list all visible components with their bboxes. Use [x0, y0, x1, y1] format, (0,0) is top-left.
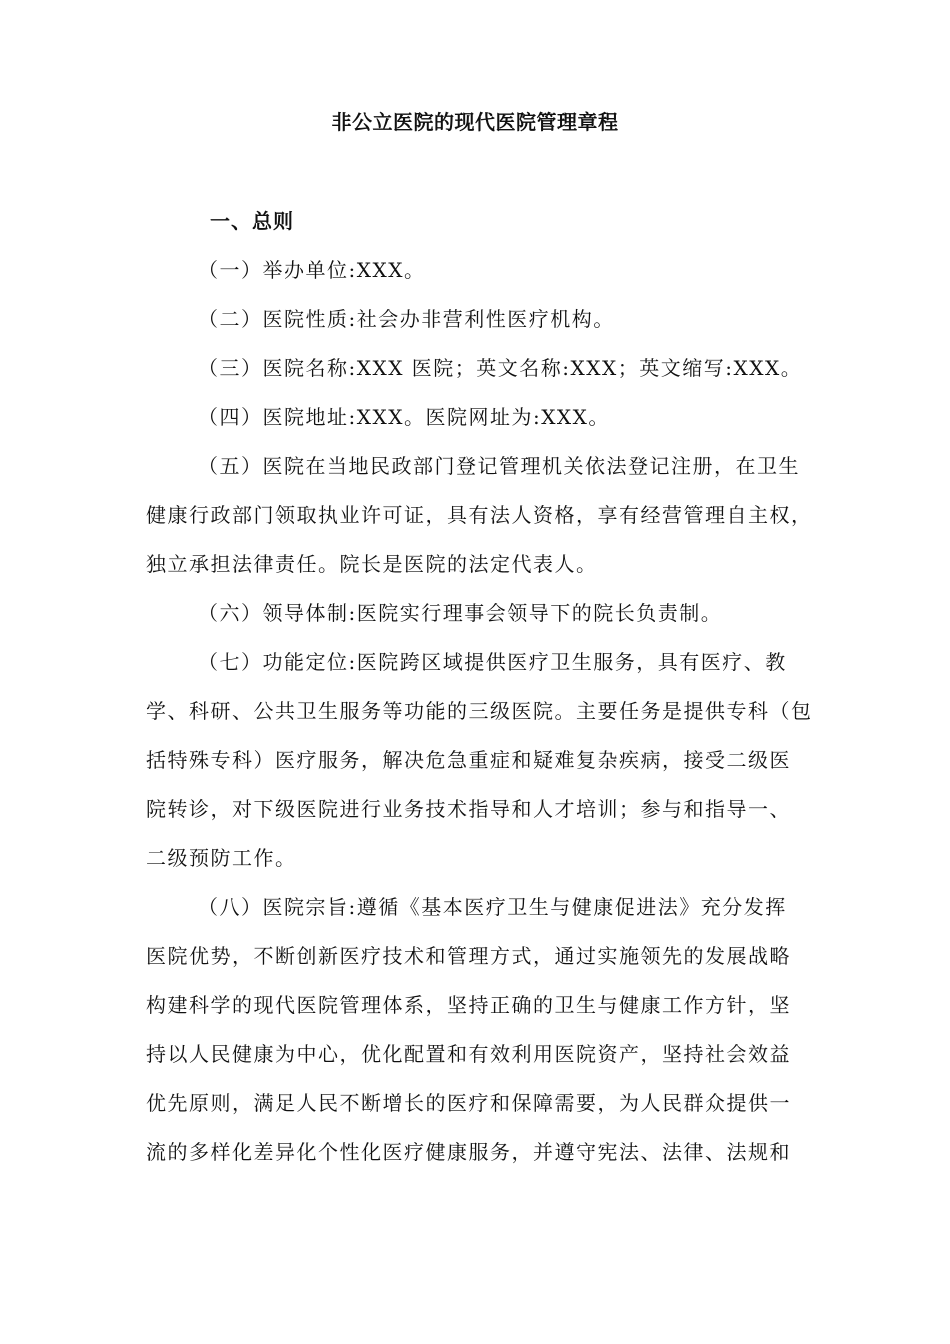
- paragraph: [146, 344, 826, 393]
- section-heading: 一、总则: [210, 209, 294, 233]
- paragraph: [146, 883, 826, 1177]
- paragraph-line: 流的多样化差异化个性化医疗健康服务，并遵守宪法、法律、法规和: [146, 1140, 791, 1164]
- paragraph-line: 院转诊，对下级医院进行业务技术指导和人才培训；参与和指导一、: [146, 797, 791, 821]
- paragraph: [146, 442, 826, 589]
- paragraph-line: （六）领导体制:医院实行理事会领导下的院长负责制。: [198, 601, 723, 625]
- paragraph-line: 独立承担法律责任。院长是医院的法定代表人。: [146, 552, 598, 576]
- paragraph-line: 二级预防工作。: [146, 846, 297, 870]
- paragraph: [146, 295, 826, 344]
- paragraph-line: （八）医院宗旨:遵循《基本医疗卫生与健康促进法》充分发挥: [198, 895, 787, 919]
- document-body: [146, 246, 826, 1177]
- paragraph: [146, 246, 826, 295]
- paragraph-line: 构建科学的现代医院管理体系，坚持正确的卫生与健康工作方针，坚: [146, 993, 791, 1017]
- paragraph-line: （四）医院地址:XXX。医院网址为:XXX。: [198, 405, 610, 429]
- paragraph-line: （七）功能定位:医院跨区域提供医疗卫生服务，具有医疗、教: [198, 650, 787, 674]
- paragraph-line: 学、科研、公共卫生服务等功能的三级医院。主要任务是提供专科（包: [146, 699, 813, 723]
- paragraph-line: （三）医院名称:XXX 医院；英文名称:XXX；英文缩写:XXX。: [198, 356, 803, 380]
- paragraph-line: 括特殊专科）医疗服务，解决危急重症和疑难复杂疾病，接受二级医: [146, 748, 791, 772]
- paragraph: [146, 589, 826, 638]
- document-title: 非公立医院的现代医院管理章程: [331, 110, 619, 134]
- paragraph-line: （五）医院在当地民政部门登记管理机关依法登记注册，在卫生: [198, 454, 800, 478]
- paragraph: [146, 638, 826, 883]
- paragraph-line: （一）举办单位:XXX。: [198, 258, 426, 282]
- paragraph-line: 持以人民健康为中心，优化配置和有效利用医院资产，坚持社会效益: [146, 1042, 791, 1066]
- paragraph-line: 优先原则，满足人民不断增长的医疗和保障需要，为人民群众提供一: [146, 1091, 791, 1115]
- paragraph-line: 健康行政部门领取执业许可证，具有法人资格，享有经营管理自主权，: [146, 503, 813, 527]
- paragraph: [146, 393, 826, 442]
- paragraph-line: （二）医院性质:社会办非营利性医疗机构。: [198, 307, 615, 331]
- paragraph-line: 医院优势，不断创新医疗技术和管理方式，通过实施领先的发展战略: [146, 944, 791, 968]
